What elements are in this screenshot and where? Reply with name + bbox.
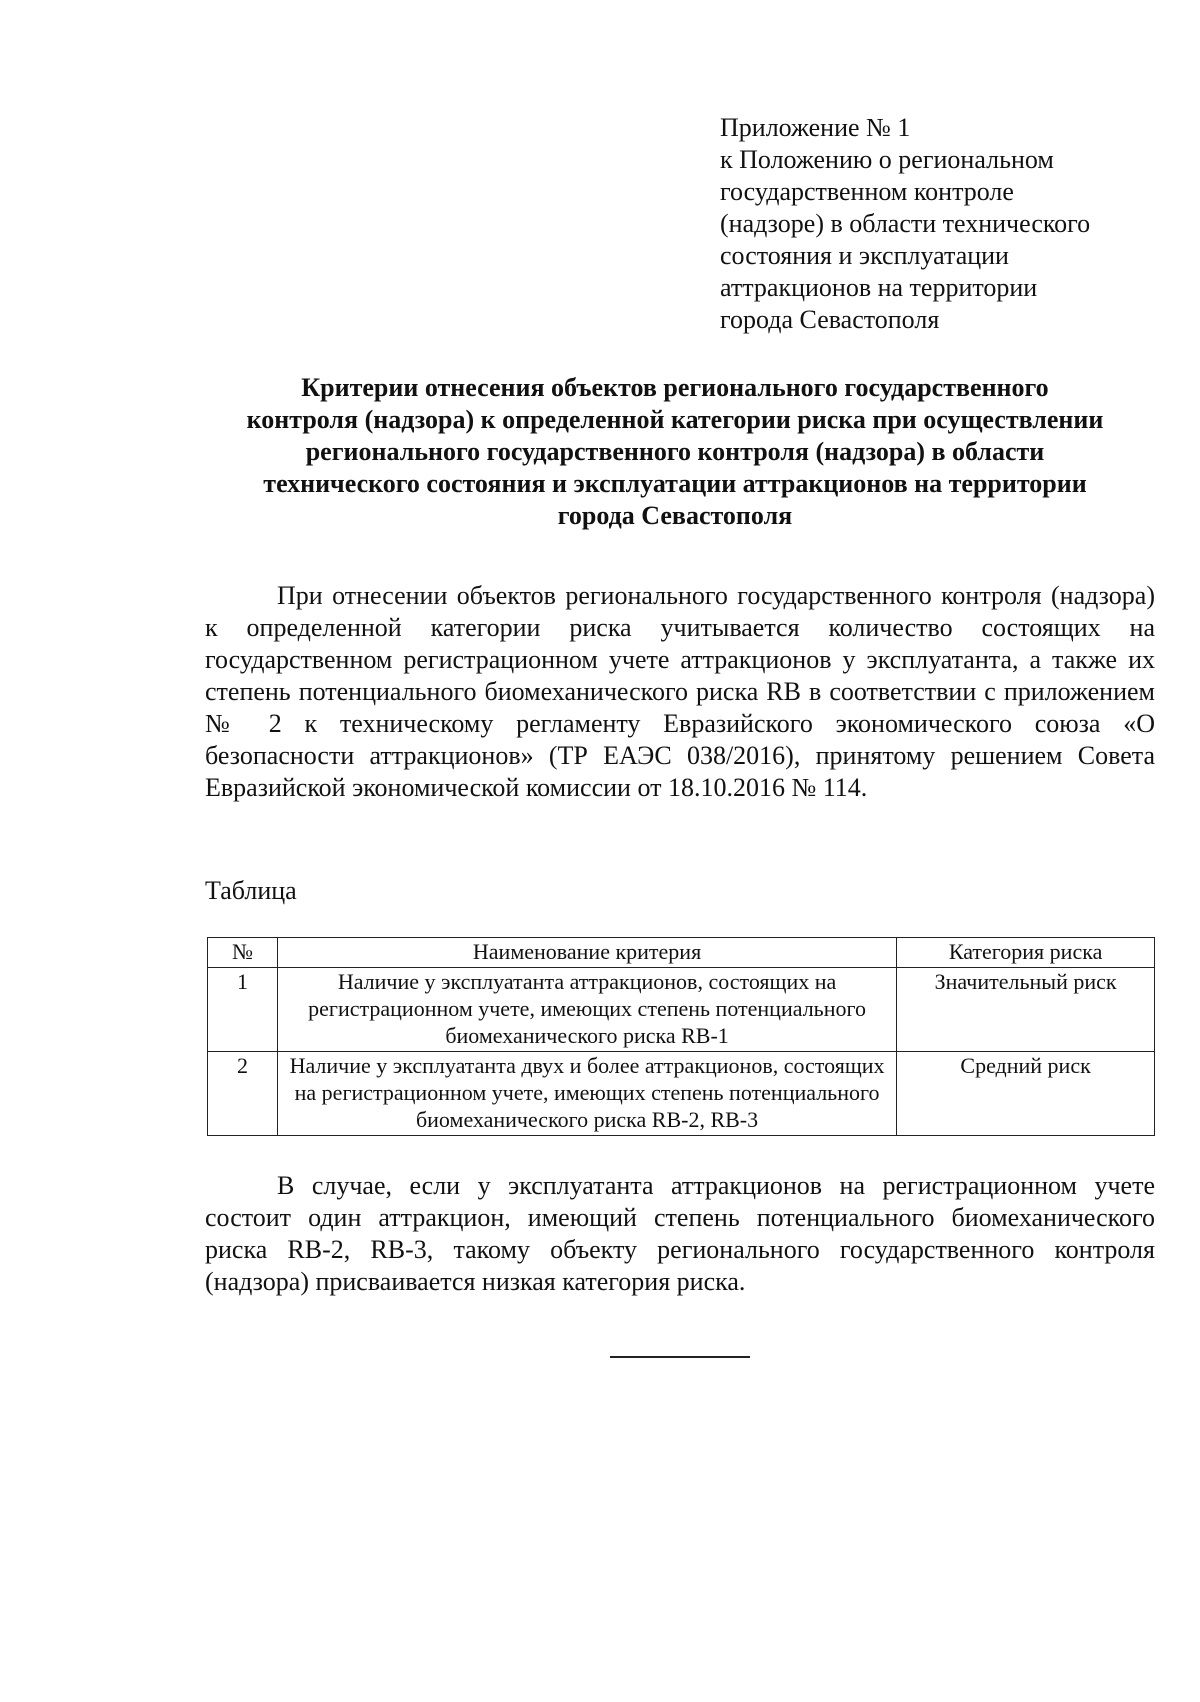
row-risk-category: Значительный риск xyxy=(897,968,1155,1052)
appendix-line: государственном контроле xyxy=(720,177,1014,206)
title-line: технического состояния и эксплуатации аттракционов на территории xyxy=(263,469,1087,498)
appendix-header xyxy=(720,112,1160,336)
row-criterion: Наличие у эксплуатанта аттракционов, состоящих на регистрационном учете, имеющих степень потенциального биомеханического риска RB-1 xyxy=(277,968,896,1052)
header-criterion: Наименование критерия xyxy=(277,938,896,968)
appendix-line: аттракционов на территории xyxy=(720,273,1038,302)
row-number: 1 xyxy=(208,968,278,1052)
appendix-line: к Положению о региональном xyxy=(720,145,1054,174)
title-line: Критерии отнесения объектов регионального государственного xyxy=(301,373,1049,402)
appendix-line: города Севастополя xyxy=(720,305,940,334)
appendix-line: (надзоре) в области технического xyxy=(720,209,1091,238)
intro-paragraph: При отнесении объектов регионального государственного контроля (надзора) к определенной категории риска учитывается количество состоящих на государственном регистрационном учете аттракционов у эксплуатанта, а также их степень потенциального биомеханического риска RB в соответствии с приложением № 2 к техническому регламенту Евразийского экономического союза «О безопасности аттракционов» (ТР ЕАЭС 038/2016), принятому решением Совета Евразийской экономической комиссии от 18.10.2016 № 114. xyxy=(205,581,1155,802)
row-criterion: Наличие у эксплуатанта двух и более аттракционов, состоящих на регистрационном учете, имеющих степень потенциального биомеханического риска RB-2, RB-3 xyxy=(277,1052,896,1136)
table-row xyxy=(208,1052,1155,1136)
document-title xyxy=(195,372,1155,532)
header-risk-category: Категория риска xyxy=(897,938,1155,968)
table-row xyxy=(208,968,1155,1052)
title-line: контроля (надзора) к определенной категории риска при осуществлении xyxy=(246,405,1104,434)
appendix-line: состояния и эксплуатации xyxy=(720,241,1009,270)
title-line: города Севастополя xyxy=(557,501,793,530)
row-risk-category: Средний риск xyxy=(897,1052,1155,1136)
table-header-row xyxy=(208,938,1155,968)
row-number: 2 xyxy=(208,1052,278,1136)
closing-paragraph: В случае, если у эксплуатанта аттракционов на регистрационном учете состоит один аттракцион, имеющий степень потенциального биомеханического риска RB-2, RB-3, такому объекту регионального государственного контроля (надзора) присваивается низкая категория риска. xyxy=(205,1171,1155,1296)
end-separator-line xyxy=(610,1356,750,1358)
appendix-line: Приложение № 1 xyxy=(720,113,911,142)
title-line: регионального государственного контроля (надзора) в области xyxy=(305,437,1045,466)
table-caption: Таблица xyxy=(205,876,297,905)
header-number: № xyxy=(208,938,278,968)
risk-criteria-table xyxy=(207,937,1155,1136)
